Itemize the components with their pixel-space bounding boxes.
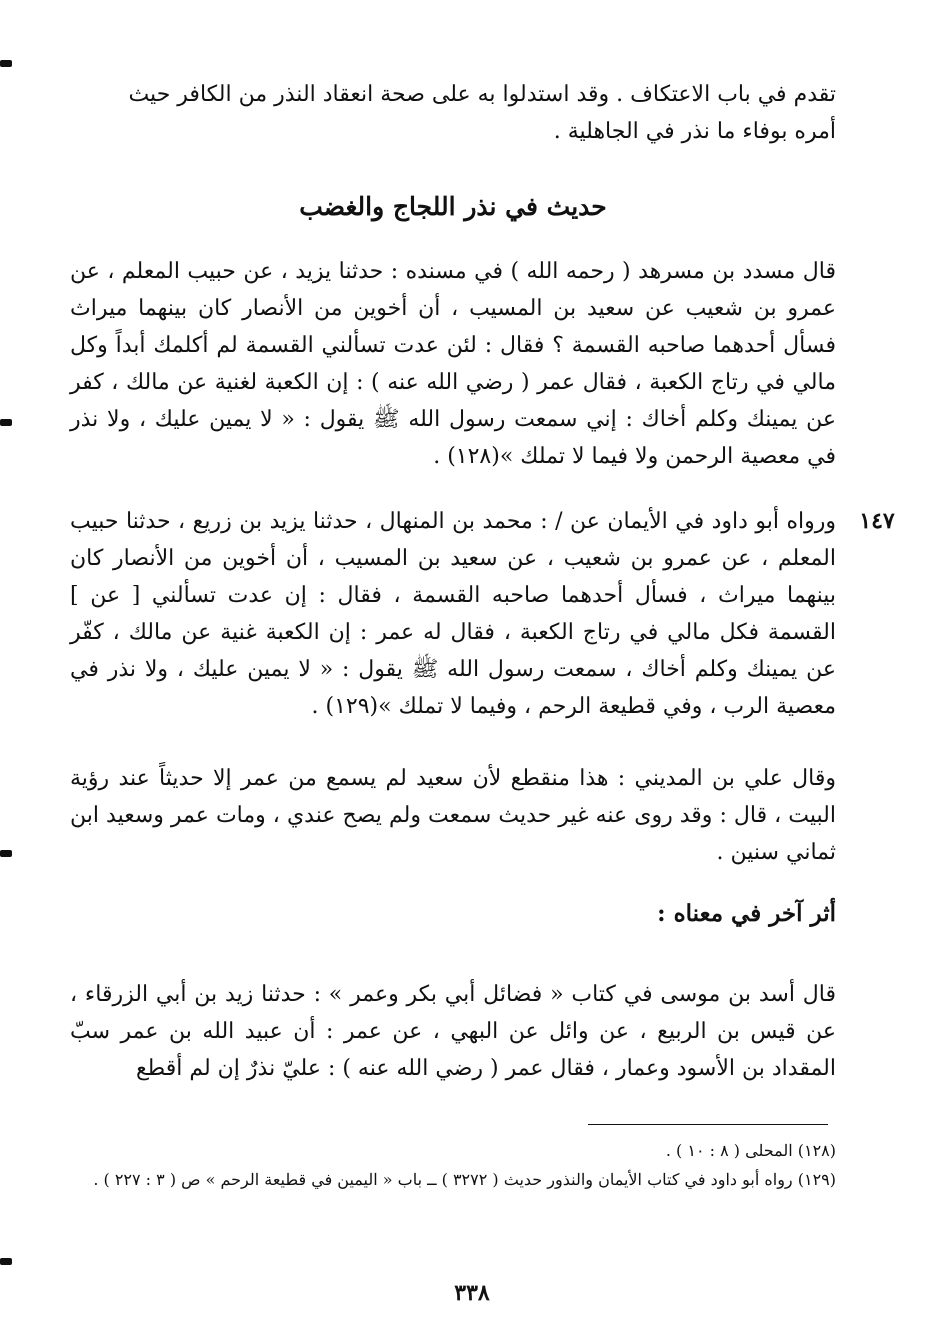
margin-page-reference: ١٤٧ xyxy=(859,508,895,534)
scan-edge-mark xyxy=(0,60,12,67)
footnote-divider xyxy=(588,1124,828,1125)
footnote-129: (١٢٩) رواه أبو داود في كتاب الأيمان والنذور حديث ( ٣٢٧٢ ) ــ باب « اليمين في قطيعة الرحم » ص ( ٣ : ٢٢٧ ) . xyxy=(93,1170,836,1189)
footnote-128: (١٢٨) المحلى ( ٨ : ١٠ ) . xyxy=(665,1141,836,1160)
paragraph-text: وقال علي بن المديني : هذا منقطع لأن سعيد لم يسمع من عمر إلا حديثاً عند رؤية البيت ، قال : وقد روى عنه غير حديث سمعت ولم يصح عندي ، ومات عمر وسعيد ابن ثماني سنين . xyxy=(70,766,836,865)
musaddad-paragraph xyxy=(70,253,836,498)
intro-paragraph xyxy=(70,76,836,150)
scan-edge-mark xyxy=(0,419,12,426)
footnotes xyxy=(70,1136,836,1194)
section-heading: حديث في نذر اللجاج والغضب xyxy=(299,192,607,221)
paragraph-text: قال أسد بن موسى في كتاب « فضائل أبي بكر وعمر » : حدثنا زيد بن أبي الزرقاء ، عن قيس بن الربيع ، عن وائل عن البهي ، عن عمر : أن عبيد الله بن عمر سبّ المقداد بن الأسود وعمار ، فقال عمر ( رضي الله عنه ) : عليّ نذرٌ إن لم أقطع xyxy=(70,982,836,1081)
abu-dawud-paragraph xyxy=(70,503,836,743)
paragraph-text: ورواه أبو داود في الأيمان عن / : محمد بن المنهال ، حدثنا يزيد بن زريع ، حدثنا حبيب المعلم ، عن عمرو بن شعيب ، عن سعيد بن المسيب ، أن أخوين من الأنصار كان بينهما ميراث ، فسأل أحدهما صاحبه القسمة ، فقال : إن عدت تسألني [ عن ] القسمة فكل مالي في رتاج الكعبة ، فقال له عمر : إن الكعبة غنية عن مالك ، كفّر عن يمينك وكلم أخاك ، سمعت رسول الله ﷺ يقول : « لا يمين عليك ، ولا نذر في معصية الرب ، وفي قطيعة الرحم ، وفيما لا تملك »(١٢٩) . xyxy=(70,509,836,719)
scan-edge-mark xyxy=(0,850,12,857)
paragraph-text: قال مسدد بن مسرهد ( رحمه الله ) في مسنده : حدثنا يزيد ، عن حبيب المعلم ، عن عمرو بن شعيب عن سعيد بن المسيب ، أن أخوين من الأنصار كان بينهما ميراث فسأل أحدهما صاحبه القسمة ؟ فقال : لئن عدت تسألني القسمة لم أكلمك أبداً وكل مالي في رتاج الكعبة ، فقال عمر ( رضي الله عنه ) : إن الكعبة لغنية عن مالك ، كفر عن يمينك وكلم أخاك : إني سمعت رسول الله ﷺ يقول : « لا يمين عليك ، ولا نذر في معصية الرحمن ولا فيما لا تملك »(١٢٨) . xyxy=(70,259,836,469)
page-number: ٣٣٨ xyxy=(454,1280,490,1306)
ibn-madini-paragraph xyxy=(70,760,836,880)
intro-line-1: تقدم في باب الاعتكاف . وقد استدلوا به على صحة انعقاد النذر من الكافر حيث xyxy=(128,82,836,107)
intro-line-2: أمره بوفاء ما نذر في الجاهلية . xyxy=(553,119,836,144)
section-subheading: أثر آخر في معناه : xyxy=(657,900,836,927)
scan-edge-mark xyxy=(0,1258,12,1265)
asad-paragraph xyxy=(70,976,836,1096)
